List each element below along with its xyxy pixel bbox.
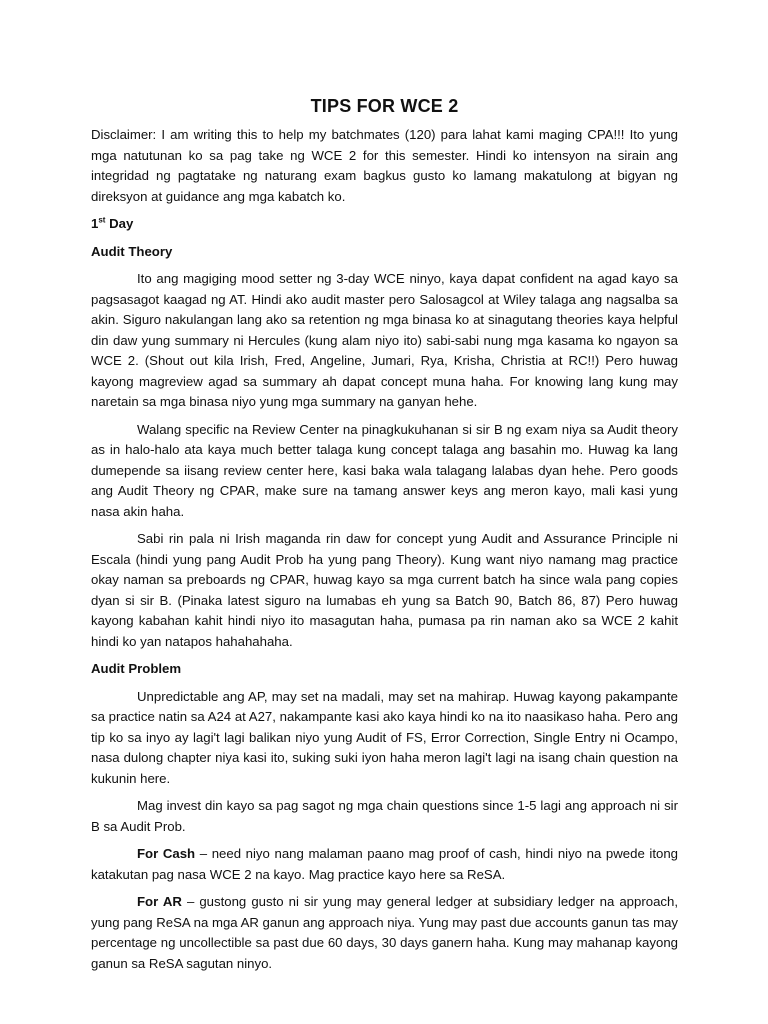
- audit-problem-paragraph-2: Mag invest din kayo sa pag sagot ng mga chain questions since 1-5 lagi ang approach ni sir B sa Audit Prob.: [91, 798, 678, 834]
- for-cash-label: For Cash: [137, 846, 196, 861]
- for-ar-label: For AR: [137, 894, 182, 909]
- day-heading: [91, 214, 678, 235]
- audit-problem-heading: Audit Problem: [91, 661, 182, 676]
- for-ar-paragraph: [91, 892, 678, 974]
- page-title: TIPS FOR WCE 2: [310, 96, 459, 116]
- disclaimer-paragraph: Disclaimer: I am writing this to help my batchmates (120) para lahat kami maging CPA!!! Ito yung mga natutunan ko sa pag take ng WCE 2 for this semester. Hindi ko intensyon na sirain ang integridad ng pagtatake ng naturang exam bagkus gusto ko lamang makatulong at bigyan ng direksyon at guidance ang mga kabatch ko.: [91, 127, 678, 204]
- audit-theory-heading: Audit Theory: [91, 243, 173, 259]
- day-number: 1: [91, 216, 99, 231]
- day-label: Day: [105, 216, 134, 231]
- audit-problem-paragraph-1: Unpredictable ang AP, may set na madali, may set na mahirap. Huwag kayong pakampante sa practice natin sa A24 at A27, nakampante kasi ako kaya hindi ko na ito naasikaso haha. Pero ang tip ko sa inyo ay lagi't lagi balikan niyo yung Audit of FS, Error Correction, Single Entry ni Ocampo, nasa dulong chapter niya kasi ito, suking suki iyon haha meron lagi't lagi na isang chain question na kukunin here.: [91, 688, 678, 786]
- audit-theory-paragraph-3: Sabi rin pala ni Irish maganda rin daw for concept yung Audit and Assurance Principle ni Escala (hindi yung pang Audit Prob ha yung pang Theory). Kung want niyo namang mag practice okay naman sa preboards ng CPAR, huwag kayo sa mga current batch ha since wala pang copies dyan si sir B. (Pinaka latest siguro na lumabas eh yung sa Batch 90, Batch 86, 87) Pero huwag kayong kabahan kahit hindi niyo ito masagutan haha, pumasa pa rin naman ako sa WCE 2 kahit hindi ko yan natapos hahahahaha.: [91, 531, 678, 649]
- for-cash-text: – need niyo nang malaman paano mag proof of cash, hindi niyo na pwede itong katakutan pag nasa WCE 2 na kayo. Mag practice kayo here sa ReSA.: [91, 846, 679, 882]
- for-ar-text: – gustong gusto ni sir yung may general ledger at subsidiary ledger na approach, yung pang ReSA na mga AR ganun ang approach niya. Yung may past due accounts ganun tas may percentage ng uncollectible sa past due 60 days, 30 days ganern haha. Kung may mahanap kayong ganun sa ReSA sagutan ninyo.: [91, 894, 679, 971]
- audit-theory-paragraph-1: Ito ang magiging mood setter ng 3-day WCE ninyo, kaya dapat confident na agad kayo sa pagsasagot kaagad ng AT. Hindi ako audit master pero Salosagcol at Wiley talaga ang nagsalba sa akin. Siguro nakulangan lang ako sa retention ng mga binasa ko at sinagutang theories kaya helpful din daw yung summary ni Hercules (kung alam niyo ito) sabi-sabi nung mga kasama ko ngayon sa WCE 2. (Shout out kila Irish, Fred, Angeline, Jumari, Rya, Krisha, Christia at RC!!) Pero huwag kayong magreview agad sa summary ah dapat concept muna haha. For knowing lang kung may naretain sa mga binasa niyo yung mga summary na ganyan hehe.: [91, 271, 678, 409]
- for-cash-paragraph: [91, 844, 678, 885]
- day-suffix: st: [98, 215, 106, 225]
- audit-theory-paragraph-2: Walang specific na Review Center na pinagkukuhanan si sir B ng exam niya sa Audit theory as in halo-halo ata kaya much better talaga kung concept talaga ang basahin mo. Huwag ka lang dumepende sa iisang review center here, kasi baka wala talagang lalabas dyan hehe. Pero goods ang Audit Theory ng CPAR, make sure na tamang answer keys ang meron kayo, mali kasi yung nasa akin haha.: [91, 421, 678, 519]
